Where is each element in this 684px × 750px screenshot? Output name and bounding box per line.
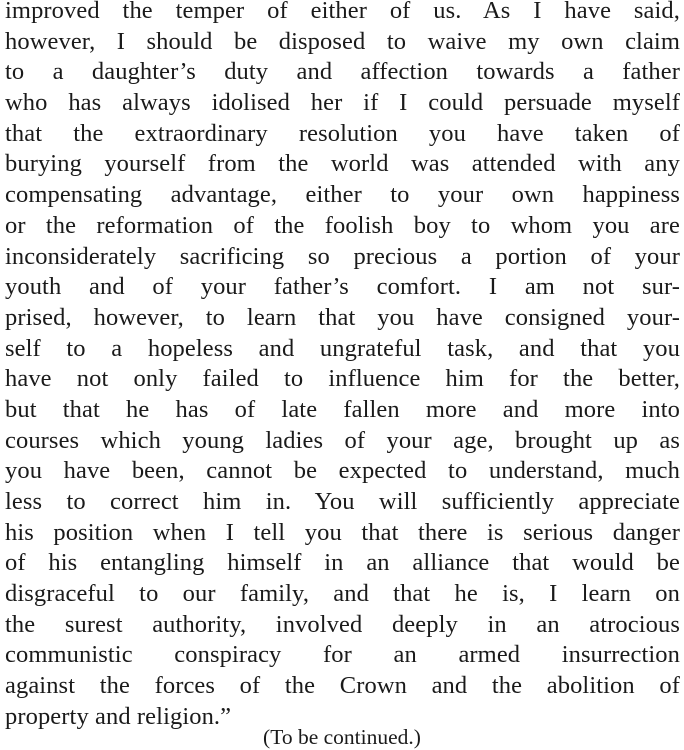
article-text <box>5 0 680 733</box>
text-line: compensating advantage, either to your own happiness <box>5 181 680 209</box>
text-line: improved the temper of either of us. As I have said, <box>5 0 680 24</box>
text-line: who has always idolised her if I could persuade myself <box>5 89 680 117</box>
text-line-last: property and religion.” <box>5 702 232 730</box>
text-line: the surest authority, involved deeply in an atrocious <box>5 610 680 638</box>
text-line: inconsiderately sacrificing so precious a portion of your <box>5 242 680 270</box>
text-line: that the extraordinary resolution you have taken of <box>5 119 680 147</box>
text-line: of his entangling himself in an alliance that would be <box>5 549 680 577</box>
text-line: his position when I tell you that there is serious danger <box>5 518 680 546</box>
text-line: less to correct him in. You will sufficiently appreciate <box>5 488 680 515</box>
text-line: or the reformation of the foolish boy to whom you are <box>5 211 680 239</box>
text-line: prised, however, to learn that you have consigned your- <box>5 303 680 331</box>
text-line: youth and of your father’s comfort. I am not sur- <box>5 273 680 301</box>
text-line: you have been, cannot be expected to understand, much <box>5 457 680 485</box>
text-line: against the forces of the Crown and the abolition of <box>5 672 680 700</box>
text-line: communistic conspiracy for an armed insurrection <box>5 641 680 669</box>
text-line: have not only failed to influence him for the better, <box>5 365 680 393</box>
text-line: disgraceful to our family, and that he is, I learn on <box>5 580 680 608</box>
text-line: to a daughter’s duty and affection towards a father <box>5 58 680 86</box>
text-line: burying yourself from the world was attended with any <box>5 150 680 178</box>
text-line: but that he has of late fallen more and more into <box>5 395 680 423</box>
to-be-continued-note: (To be continued.) <box>263 725 421 749</box>
text-line: however, I should be disposed to waive my own claim <box>5 27 680 55</box>
text-line: self to a hopeless and ungrateful task, and that you <box>5 334 680 362</box>
text-line: courses which young ladies of your age, brought up as <box>5 426 680 454</box>
